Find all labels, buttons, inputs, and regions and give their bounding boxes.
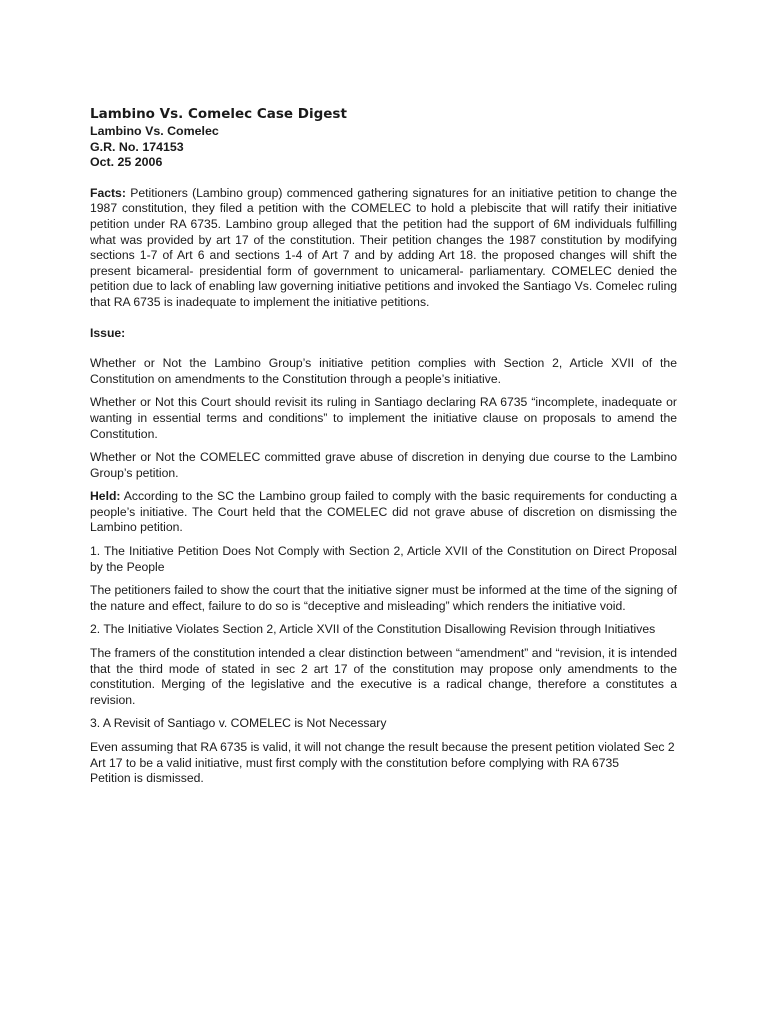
held-label: Held: (90, 489, 121, 504)
issue-item: Whether or Not the COMELEC committed grave abuse of discretion in denying due course to the Lambino Group’s petition. (90, 450, 677, 480)
point-1-text: The petitioners failed to show the court that the initiative signer must be informed at the time of the signing of the nature and effect, failure to do so is “deceptive and misleading” which renders the initiative void. (90, 583, 677, 613)
point-1-heading: 1. The Initiative Petition Does Not Comply with Section 2, Article XVII of the Constitution on Direct Proposal by the People (90, 544, 677, 574)
point-2-heading: 2. The Initiative Violates Section 2, Article XVII of the Constitution Disallowing Revision through Initiatives (90, 622, 656, 637)
facts-label: Facts: (90, 185, 126, 200)
issue-label: Issue: (90, 325, 126, 340)
facts-paragraph (90, 186, 677, 311)
point-3-text: Even assuming that RA 6735 is valid, it will not change the result because the present petition violated Sec 2 Art 17 to be a valid initiative, must first comply with the constitution before complying with RA 6735 (90, 740, 675, 770)
conclusion: Petition is dismissed. (90, 771, 204, 786)
issue-item: Whether or Not the Lambino Group’s initiative petition complies with Section 2, Article XVII of the Constitution on amendments to the Constitution through a people’s initiative. (90, 356, 677, 386)
case-date: Oct. 25 2006 (90, 155, 163, 170)
document-title: Lambino Vs. Comelec Case Digest (90, 106, 347, 122)
held-text: According to the SC the Lambino group failed to comply with the basic requirements for conducting a people’s initiative. The Court held that the COMELEC did not grave abuse of discretion on dismissing the Lambino petition. (90, 489, 677, 535)
case-name: Lambino Vs. Comelec (90, 124, 219, 138)
point-2-text: The framers of the constitution intended a clear distinction between “amendment” and “revision, it is intended that the third mode of stated in sec 2 art 17 of the constitution may propose only amendments to the constitution. Merging of the legislative and the executive is a radical change, therefore a constitutes a revision. (90, 646, 677, 707)
held-paragraph (90, 489, 677, 536)
gr-number: G.R. No. 174153 (90, 139, 184, 154)
point-3-heading: 3. A Revisit of Santiago v. COMELEC is Not Necessary (90, 716, 387, 731)
facts-text: Petitioners (Lambino group) commenced gathering signatures for an initiative petition to change the 1987 constitution, they filed a petition with the COMELEC to hold a plebiscite that will ratify their initiative petition under RA 6735. Lambino group alleged that the petition had the support of 6M individuals fulfilling what was provided by art 17 of the constitution. Their petition changes the 1987 constitution by modifying sections 1-7 of Art 6 and sections 1-4 of Art 7 and by adding Art 18. the proposed changes will shift the present bicameral- presidential form of government to unicameral- parliamentary. COMELEC denied the petition due to lack of enabling law governing initiative petitions and invoked the Santiago Vs. Comelec ruling that RA 6735 is inadequate to implement the initiative petitions. (90, 185, 677, 309)
issue-item: Whether or Not this Court should revisit its ruling in Santiago declaring RA 6735 “incomplete, inadequate or wanting in essential terms and conditions” to implement the initiative clause on proposals to amend the Constitution. (90, 395, 677, 441)
document-body (90, 106, 677, 787)
